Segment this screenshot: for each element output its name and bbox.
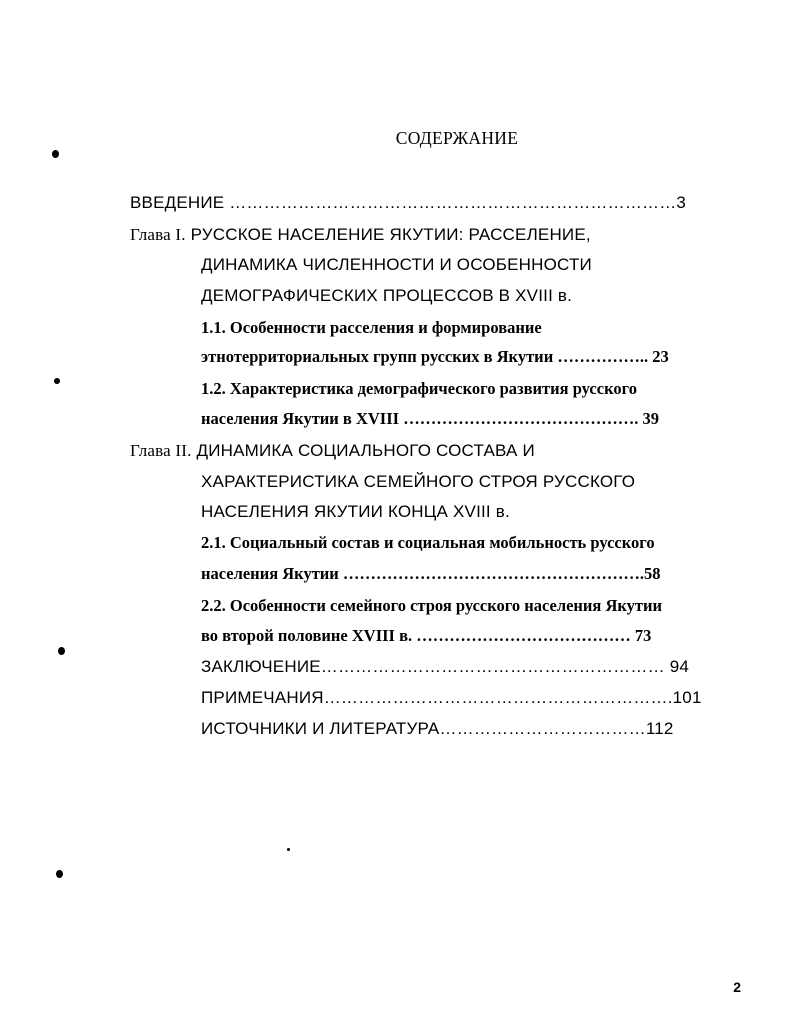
toc-sources: ИСТОЧНИКИ И ЛИТЕРАТУРА………………………………112 — [201, 719, 674, 738]
chapter-1-label: Глава I. — [130, 225, 186, 244]
toc-section-1-1-line-2: этнотерриториальных групп русских в Якутии …………….. 23 — [201, 347, 669, 366]
chapter-1-title-line-1: РУССКОЕ НАСЕЛЕНИЕ ЯКУТИИ: РАССЕЛЕНИЕ, — [190, 225, 591, 244]
chapter-2-title-line-1: ДИНАМИКА СОЦИАЛЬНОГО СОСТАВА И — [196, 441, 535, 460]
toc-chapter-2-line-1 — [130, 441, 535, 461]
chapter-2-title-line-3: НАСЕЛЕНИЯ ЯКУТИИ КОНЦА XVIII в. — [201, 502, 510, 521]
toc-chapter-1-line-1 — [130, 225, 591, 245]
scan-speck — [58, 647, 65, 655]
toc-section-2-2-line-1: 2.2. Особенности семейного строя русского населения Якутии — [201, 596, 663, 615]
toc-section-1-2-line-1: 1.2. Характеристика демографического развития русского — [201, 379, 637, 398]
scan-speck — [54, 378, 60, 384]
scan-speck — [287, 848, 290, 851]
toc-section-1-1-line-1: 1.1. Особенности расселения и формирование — [201, 318, 542, 337]
page-number: 2 — [733, 979, 741, 995]
toc-section-2-1-line-1: 2.1. Социальный состав и социальная мобильность русского — [201, 533, 655, 552]
toc-section-2-1-line-2: населения Якутии ……………………………………………….58 — [201, 564, 661, 583]
chapter-2-title-line-2: ХАРАКТЕРИСТИКА СЕМЕЙНОГО СТРОЯ РУССКОГО — [201, 472, 636, 491]
chapter-2-label: Глава II. — [130, 441, 192, 460]
scan-speck — [52, 150, 59, 158]
scan-speck — [56, 870, 63, 878]
toc-notes: ПРИМЕЧАНИЯ…………………………………………………….101 — [201, 688, 702, 707]
toc-section-1-2-line-2: населения Якутии в XVIII ……………………………………. 39 — [201, 409, 659, 428]
chapter-1-title-line-2: ДИНАМИКА ЧИСЛЕННОСТИ И ОСОБЕННОСТИ — [201, 255, 592, 274]
page-title: СОДЕРЖАНИЕ — [395, 128, 519, 148]
toc-intro: ВВЕДЕНИЕ ……………………………………………………………………3 — [130, 193, 687, 212]
chapter-1-title-line-3: ДЕМОГРАФИЧЕСКИХ ПРОЦЕССОВ В XVIII в. — [201, 286, 573, 305]
toc-section-2-2-line-2: во второй половине XVIII в. ………………………………… 73 — [201, 626, 652, 645]
toc-conclusion: ЗАКЛЮЧЕНИЕ…………………………………………………… 94 — [201, 657, 690, 676]
